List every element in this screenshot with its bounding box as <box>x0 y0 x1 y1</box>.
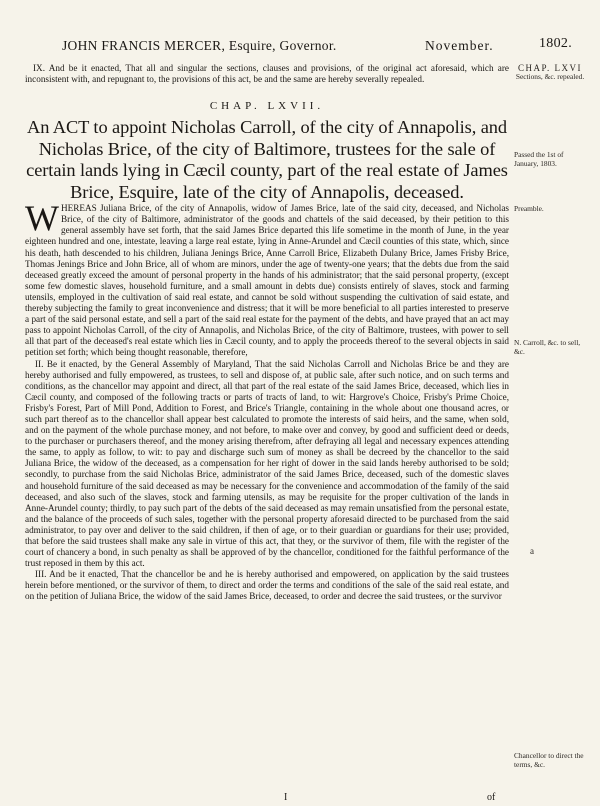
margin-chap-ref: CHAP. LXVI <box>517 63 582 73</box>
margin-note-trustees: N. Carroll, &c. to sell, &c. <box>514 338 581 356</box>
margin-note-preamble: Preamble. <box>514 204 544 213</box>
section-2-text: That the said Nicholas Carroll and Nicholas Brice be and they are hereby authorised and fully empowered, as trustees, to sell and dispose of, at public sale, after such notice, and on such terms and conditions, as the chancellor may appoint and direct, all that part of the real estate of the said James Brice, deceased, which lies in Cæcil county, and composed of the following tracts or parts of tracts of land, to wit: Hargrove's Choice, Frisby's Prime Choice, Frisby's Forest, Part of Mill Pond, Addition to Forest, and Brice's Triangle, containing in the whole about one thousand acres, or such part thereof as to the chancellor shall appear best calculated to promote the interests of said heirs, and the same, when sold, and on the payment of the whole purchase money, and not before, to make over and convey, by good and sufficient deed or deeds, to the purchaser or purchasers thereof, and the money arising therefrom, after defraying all legal and necessary expences attending the same, to apply as follow, to wit: to pay and discharge such sum of money as shall be decreed by the chancellor to the said Juliana Brice, the widow of the deceased, as a compensation for her right of dower in the said lands hereby authorised to be sold; secondly, to purchase from the said Nicholas Brice, administrator of the said James Brice, deceased, such of the domestic slaves and household furniture of the said deceased as may be necessary for the convenience and accommodation of the family of the said deceased, and also such of the slaves, stock and farming utensils, as may be requisite for the proper cultivation of the lands in Anne-Arundel county; thirdly, to pay such part of the debts of the said deceased as may remain unsatisfied from the personal estate, and the balance of the proceeds of such sales, together with the personal property aforesaid directed to be purchased from the said administrator, to pay over and deliver to the said children, if then of age, or to their guardian or guardians for their use; provided, that before the said trustees shall make any sale in virtue of this act, that they, or the survivor of them, file with the register of the court of chancery a bond, in such penalty as shall be approved of by the chancellor, conditioned for the faithful performance of the trust reposed in them by this act. <box>25 358 509 569</box>
text-column <box>25 63 509 603</box>
act-title: An ACT to appoint Nicholas Carroll, of the city of Annapolis, and Nicholas Brice, of the city of Baltimore, trustees for the sale of certain lands lying in Cæcil county, part of the real estate of James Brice, Esquire, late of the city of Annapolis, deceased. <box>26 117 508 202</box>
preamble-text: HEREAS Juliana Brice, of the city of Annapolis, widow of James Brice, late of the said city, deceased, and Nicholas Brice, of the city of Baltimore, administrator of the goods and chattels of the said deceased, by their petition to this general assembly have set forth, that the said James Brice departed this life sometime in the month of June, in the year eighteen hundred and one, intestate, leaving a large real estate, lying in Anne-Arundel and Cæcil counties of this state, which, since his death, hath descended to his children, Juliana Jenings Brice, Anne Carroll Brice, Elizabeth Dulany Brice, James Frisby Brice, Thomas Jenings Brice and John Brice, all of whom are minors, under the age of twenty-one years; that the debts due from the said deceased greatly exceed the amount of personal property in the hands of his administrator; that the said personal property, (except some few domestic slaves, household furniture, and a small amount in debts due) consists entirely of slaves, stock and farming utensils, employed in the cultivation of said real estate, and cannot be sold without suspending the cultivation of said estate, and thereby subjecting the family to great inconvenience and distress; that it will be more beneficial to all parties interested to preserve a part of the said personal estate, and sell a part of the said real estate for the payment of the debts, and have prayed that an act may pass to appoint Nicholas Carroll, of the city of Annapolis, and Nicholas Brice, of the city of Baltimore, trustees, with power to sell all that part of the deceased's real estate which lies in Cæcil county, and to apply the proceeds thereof to the several objects in said petition set forth; which being thought reasonable, therefore, <box>25 203 509 358</box>
section-3-text: That the chancellor be and he is hereby authorised and empowered, on application by the said trustees herein before mentioned, or the survivor of them, to direct and order the terms and conditions of the sale of the said real estate, and on the petition of Juliana Brice, the widow of the said James Brice, deceased, to order and decree the said trustees, or the survivor <box>25 569 509 602</box>
section-2 <box>25 359 509 570</box>
margin-note-passed: Passed the 1st of January, 1803. <box>514 150 564 168</box>
section-3-lead: III. And be it enacted, <box>35 569 119 580</box>
section-3 <box>25 569 509 602</box>
signature-mark: I <box>284 792 288 803</box>
section-9-text: That all and singular the sections, clauses and provisions, of the original act aforesaid, which are inconsistent with, and repugnant to, the provisions of this act, be and the same are hereby severally repealed. <box>25 63 509 85</box>
margin-mark: a <box>530 546 534 556</box>
catchword: of <box>487 792 496 803</box>
preamble <box>25 198 509 358</box>
section-9 <box>25 63 509 85</box>
section-2-lead: II. Be it enacted, by the General Assembly of Maryland, <box>35 358 252 369</box>
section-9-lead: IX. And be it enacted, <box>33 63 122 73</box>
header-month: November. <box>425 38 494 53</box>
margin-note-repeal <box>514 64 586 82</box>
header-year: 1802. <box>539 36 572 51</box>
header-governor: JOHN FRANCIS MERCER, Esquire, Governor. <box>62 38 337 53</box>
margin-sections-repealed: Sections, &c. repealed. <box>515 71 585 81</box>
margin-note-chancellor: Chancellor to direct the terms, &c. <box>514 751 584 769</box>
chapter-heading: CHAP. LXVII. <box>209 100 325 113</box>
drop-cap: W <box>25 198 59 239</box>
